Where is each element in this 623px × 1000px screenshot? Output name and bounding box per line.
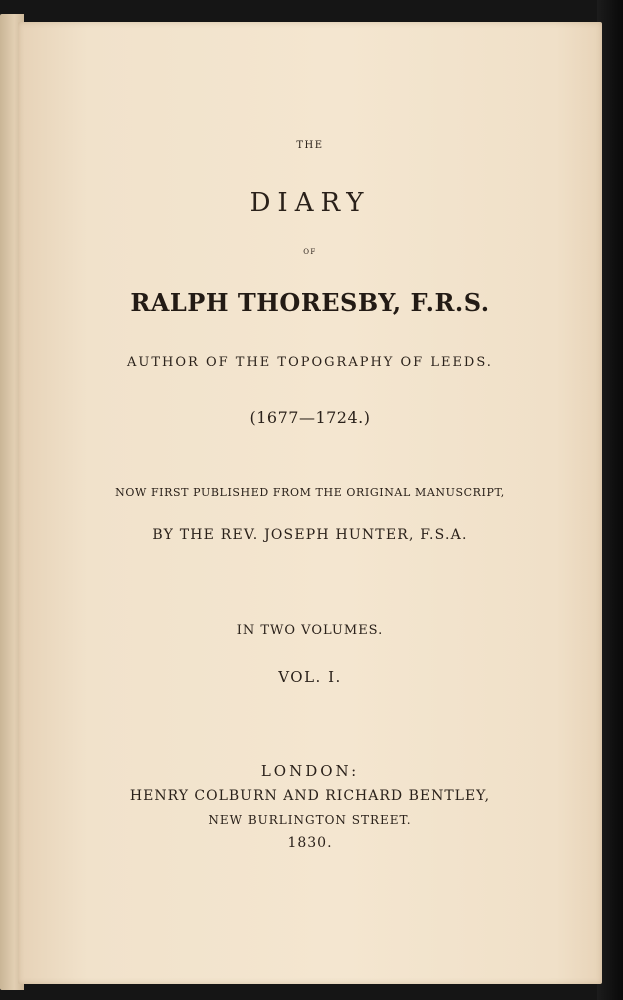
editor-credit: BY THE REV. JOSEPH HUNTER, F.S.A. [152, 527, 468, 543]
title-article: THE [296, 140, 324, 151]
volume-count: IN TWO VOLUMES. [236, 623, 384, 638]
date-range: (1677—1724.) [249, 408, 371, 427]
publication-notice: NOW FIRST PUBLISHED FROM THE ORIGINAL MANUSCRIPT, [115, 486, 505, 499]
subject-name: RALPH THORESBY, F.R.S. [130, 288, 490, 317]
title-preposition: OF [303, 248, 317, 256]
book-title: DIARY [249, 188, 371, 218]
imprint-city: LONDON: [260, 762, 360, 780]
title-page [18, 22, 602, 984]
volume-number: VOL. I. [278, 668, 342, 686]
imprint-street: NEW BURLINGTON STREET. [208, 813, 412, 827]
imprint-year: 1830. [287, 835, 333, 851]
imprint-publisher: HENRY COLBURN AND RICHARD BENTLEY, [129, 788, 491, 804]
author-description: AUTHOR OF THE TOPOGRAPHY OF LEEDS. [127, 355, 493, 370]
